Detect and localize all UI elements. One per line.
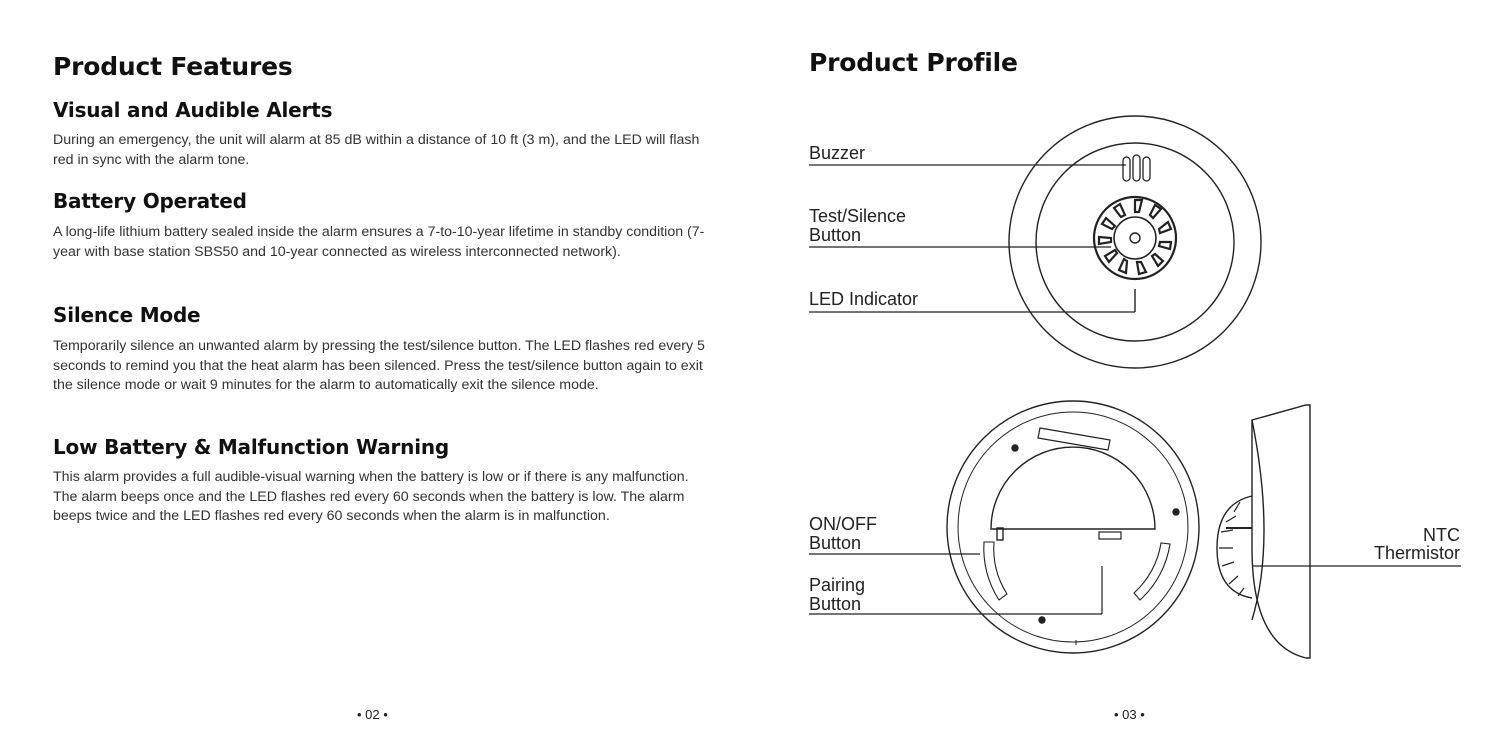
section-heading-low-battery: Low Battery & Malfunction Warning <box>53 435 450 459</box>
label-ntc-line2: Thermistor <box>1373 543 1460 563</box>
label-test-silence-line2: Button <box>809 225 862 245</box>
section-text-low-battery: This alarm provides a full audible-visual warning when the battery is low or if there is any malfunction. The alarm beeps once and the LED flashes red every 60 seconds when the battery is low. The alarm beeps twice and the LED flashes red every 60 seconds when the alarm is in malfunction. <box>53 469 689 524</box>
page-title-product-profile: Product Profile <box>809 48 1018 77</box>
label-pairing-line2: Button <box>809 594 862 614</box>
side-view-illustration <box>1217 405 1310 658</box>
label-led-indicator: LED Indicator <box>809 289 919 309</box>
label-on-off-line1: ON/OFF <box>809 514 877 534</box>
right-page <box>756 0 1512 756</box>
section-heading-silence: Silence Mode <box>53 303 201 327</box>
label-test-silence-line1: Test/Silence <box>809 206 907 226</box>
page-number: • 03 • <box>1114 707 1145 722</box>
section-heading-visual-audible: Visual and Audible Alerts <box>53 98 333 122</box>
section-text-visual-audible: During an emergency, the unit will alarm at 85 dB within a distance of 10 ft (3 m), and the LED will flash red in sync with the alarm tone. <box>53 132 700 168</box>
product-diagram <box>756 0 1512 756</box>
label-ntc-line1: NTC <box>1423 525 1460 545</box>
section-heading-battery: Battery Operated <box>53 189 247 213</box>
page-title-product-features: Product Features <box>53 52 293 81</box>
label-pairing-line1: Pairing <box>809 575 866 595</box>
page-number: • 02 • <box>357 707 388 722</box>
section-text-silence: Temporarily silence an unwanted alarm by pressing the test/silence button. The LED flashes red every 5 seconds to remind you that the heat alarm has been silenced. Press the test/silence button again to exit the silence mode or wait 9 minutes for the alarm to automatically exit the silence mode. <box>53 338 705 393</box>
back-view-illustration <box>947 401 1199 653</box>
label-buzzer: Buzzer <box>809 143 866 163</box>
section-text-battery: A long-life lithium battery sealed inside the alarm ensures a 7-to-10-year lifetime in standby condition (7-year with base station SBS50 and 10-year connected as wireless interconnected network). <box>53 224 705 260</box>
label-on-off-line2: Button <box>809 533 862 553</box>
front-view-illustration <box>1009 116 1261 368</box>
